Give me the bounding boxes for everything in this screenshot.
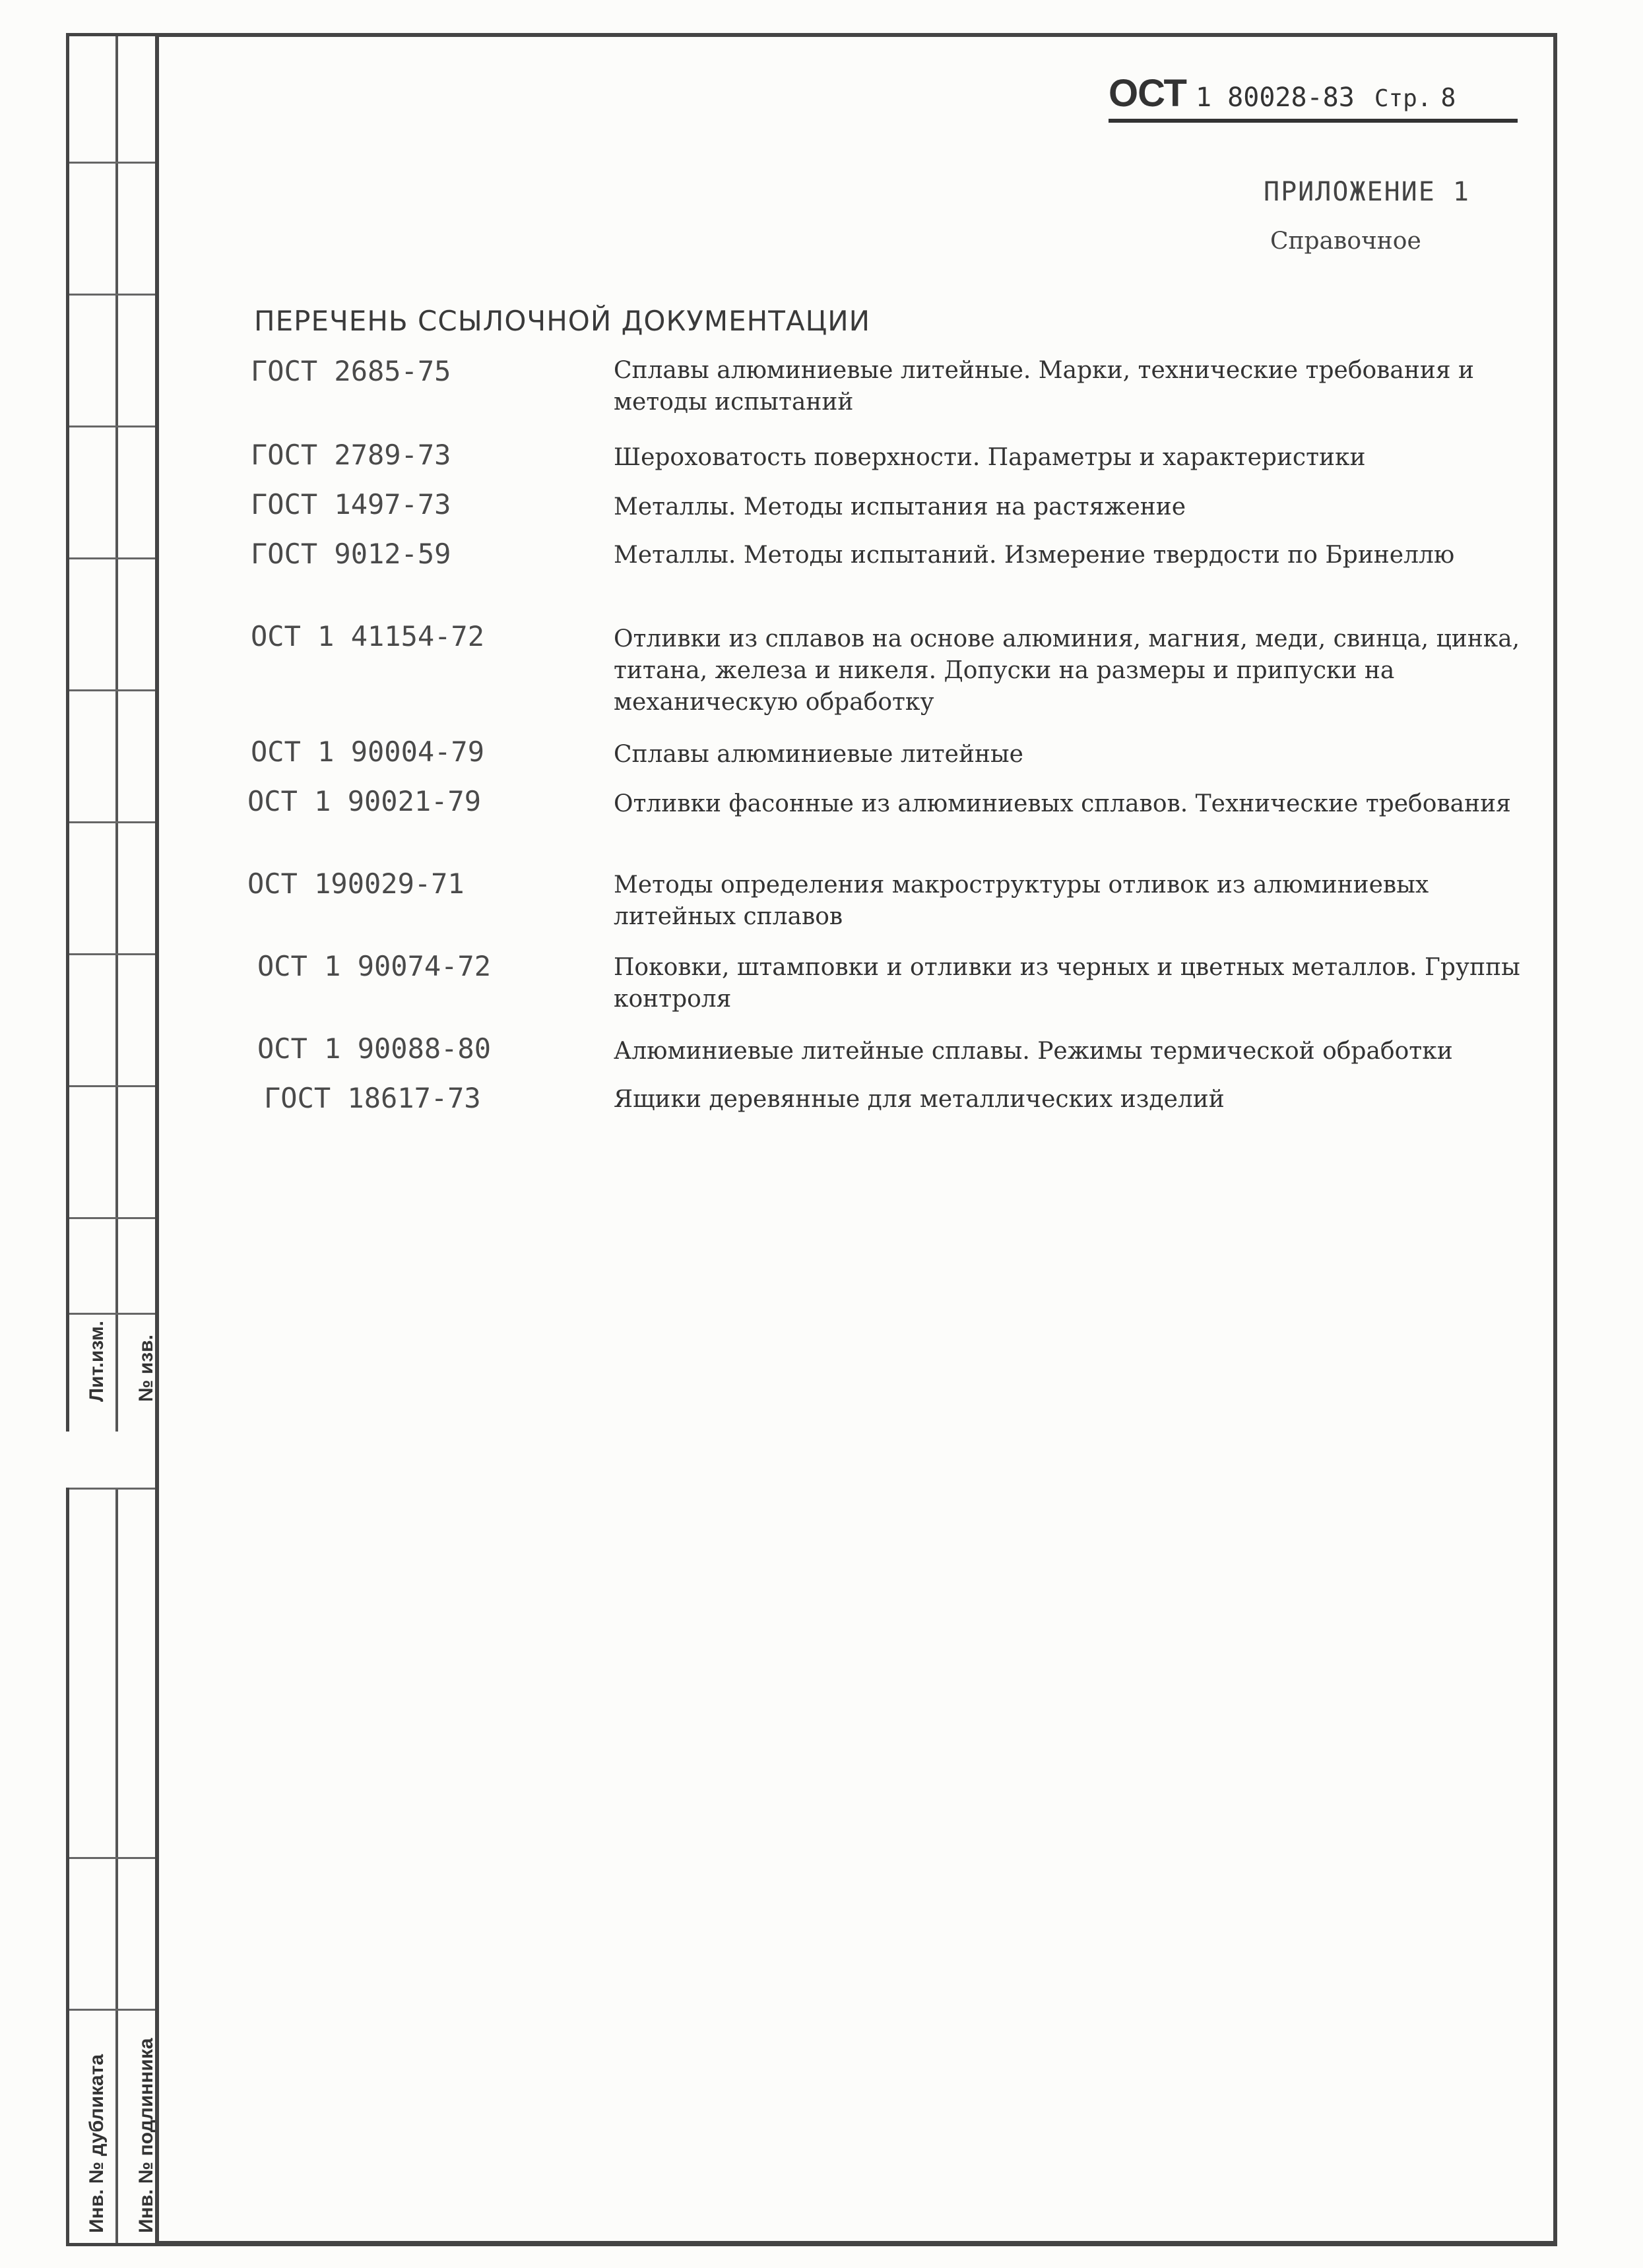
no-izv-label: № изв. [135, 1335, 157, 1402]
strip-line [69, 425, 155, 427]
reference-code: ГОСТ 2685-75 [251, 355, 451, 387]
reference-description: Алюминиевые литейные сплавы. Режимы термической обработки [614, 1038, 1453, 1065]
reference-code: ОСТ 190029-71 [247, 867, 465, 900]
strip-line [69, 2009, 155, 2011]
inv-podlinnika-label: Инв. № подлинника [135, 2038, 157, 2233]
document-header [1109, 71, 1456, 115]
strip-line [69, 557, 155, 559]
reference-description: Металлы. Методы испытания на растяжение [614, 493, 1186, 520]
strip-line [69, 294, 155, 296]
strip-line [69, 162, 155, 164]
reference-code: ГОСТ 2789-73 [251, 439, 451, 471]
reference-code: ГОСТ 18617-73 [264, 1082, 481, 1114]
reference-code: ГОСТ 9012-59 [251, 538, 451, 570]
reference-code: ОСТ 1 90074-72 [257, 950, 492, 982]
reference-description: Отливки из сплавов на основе алюминия, магния, меди, свинца, цинка, титана, железа и никеля. Допуски на размеры и припуски на механическую обработку [614, 625, 1520, 716]
appendix-type: Справочное [1270, 228, 1421, 255]
reference-description: Шероховатость поверхности. Параметры и характеристики [614, 444, 1366, 471]
strip-line [69, 1488, 155, 1490]
strip-column-divider [115, 36, 118, 2243]
reference-description: Сплавы алюминиевые литейные. Марки, технические требования и методы испытаний [614, 357, 1475, 416]
page-label: Стр. [1374, 85, 1432, 112]
ost-label: ОСТ [1109, 72, 1186, 115]
reference-code: ГОСТ 1497-73 [251, 488, 451, 520]
reference-description: Металлы. Методы испытаний. Измерение твердости по Бринеллю [614, 542, 1455, 569]
inv-dublikata-label: Инв. № дубликата [86, 2054, 108, 2233]
reference-code: ОСТ 1 90004-79 [251, 736, 485, 768]
header-rule [1109, 119, 1518, 123]
reference-code: ОСТ 1 90021-79 [247, 785, 482, 817]
reference-description: Отливки фасонные из алюминиевых сплавов. Технические требования [614, 790, 1511, 817]
document-number: 1 80028-83 [1195, 82, 1355, 113]
strip-line [69, 821, 155, 823]
margin-stamp-strip [66, 33, 155, 2246]
reference-description: Поковки, штамповки и отливки из черных и цветных металлов. Группы контроля [614, 954, 1520, 1013]
strip-line [69, 953, 155, 955]
page-number: 8 [1440, 83, 1456, 112]
appendix-title: ПРИЛОЖЕНИЕ 1 [1264, 177, 1470, 207]
strip-line [69, 1857, 155, 1859]
lit-izm-label: Лит.изм. [86, 1320, 108, 1402]
strip-line [69, 689, 155, 691]
strip-line [69, 1217, 155, 1219]
reference-code: ОСТ 1 90088-80 [257, 1032, 492, 1065]
reference-description: Сплавы алюминиевые литейные [614, 741, 1023, 768]
strip-gap [66, 1432, 158, 1488]
reference-description: Методы определения макроструктуры отливок из алюминиевых литейных сплавов [614, 871, 1429, 930]
list-title: ПЕРЕЧЕНЬ ССЫЛОЧНОЙ ДОКУМЕНТАЦИИ [254, 305, 871, 337]
strip-line [69, 1313, 155, 1315]
strip-line [69, 1085, 155, 1087]
reference-code: ОСТ 1 41154-72 [251, 620, 485, 652]
reference-description: Ящики деревянные для металлических изделий [614, 1086, 1225, 1113]
